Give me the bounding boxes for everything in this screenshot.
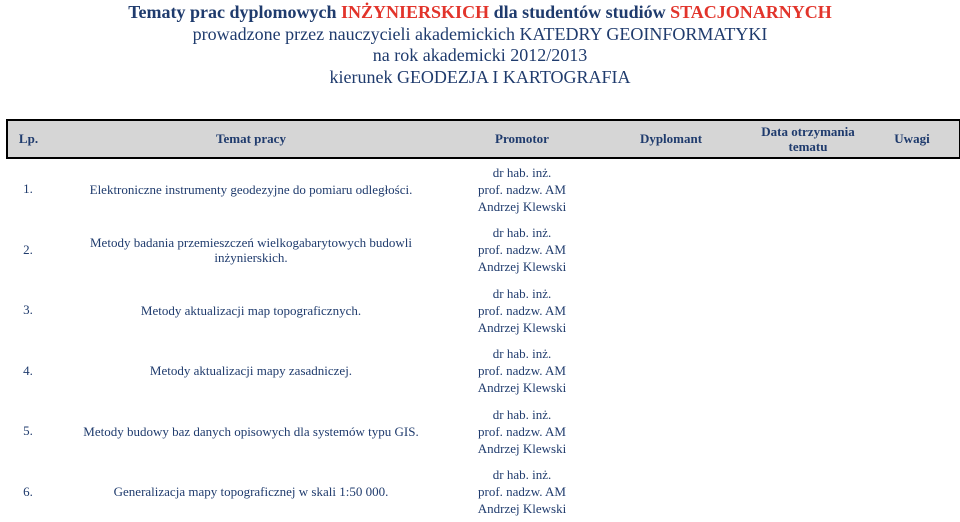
promotor-position: prof. nadzw. AM	[453, 302, 591, 319]
cell-lp: 1.	[7, 158, 49, 220]
cell-temat: Elektroniczne instrumenty geodezyjne do pomiaru odległości.	[49, 158, 453, 220]
promotor-name: Andrzej Klewski	[453, 500, 591, 517]
cell-dyplomant	[591, 401, 751, 462]
cell-dyplomant	[591, 220, 751, 281]
promotor-name: Andrzej Klewski	[453, 198, 591, 215]
cell-data	[751, 280, 865, 341]
cell-uwagi	[865, 280, 960, 341]
promotor-title: dr hab. inż.	[453, 164, 591, 181]
promotor-position: prof. nadzw. AM	[453, 181, 591, 198]
table-row	[7, 462, 960, 522]
cell-lp: 2.	[7, 220, 49, 281]
title-text-2: dla studentów studiów	[489, 2, 670, 22]
temat-text: Metody budowy baz danych opisowych dla systemów typu GIS.	[76, 424, 426, 439]
cell-lp: 6.	[7, 462, 49, 522]
promotor-title: dr hab. inż.	[453, 345, 591, 362]
topics-table	[6, 119, 960, 522]
title-highlight-mode: STACJONARNYCH	[670, 2, 832, 22]
cell-data	[751, 341, 865, 402]
cell-promotor	[453, 401, 591, 462]
cell-temat: Metody aktualizacji mapy zasadniczej.	[49, 341, 453, 402]
cell-data	[751, 401, 865, 462]
cell-dyplomant	[591, 280, 751, 341]
promotor-position: prof. nadzw. AM	[453, 423, 591, 440]
temat-text: Metody badania przemieszczeń wielkogabarytowych budowli inżynierskich.	[81, 235, 421, 265]
title-line-4: kierunek GEODEZJA I KARTOGRAFIA	[0, 67, 960, 89]
header-temat: Temat pracy	[49, 120, 453, 158]
promotor-name: Andrzej Klewski	[453, 319, 591, 336]
cell-dyplomant	[591, 158, 751, 220]
cell-uwagi	[865, 158, 960, 220]
header-dyplomant: Dyplomant	[591, 120, 751, 158]
title-line-1	[0, 2, 960, 24]
promotor-name: Andrzej Klewski	[453, 440, 591, 457]
cell-lp: 4.	[7, 341, 49, 402]
header-promotor: Promotor	[453, 120, 591, 158]
title-line-2: prowadzone przez nauczycieli akademickich KATEDRY GEOINFORMATYKI	[0, 24, 960, 46]
promotor-title: dr hab. inż.	[453, 466, 591, 483]
cell-temat: Generalizacja mapy topograficznej w skali 1:50 000.	[49, 462, 453, 522]
cell-data	[751, 158, 865, 220]
promotor-title: dr hab. inż.	[453, 406, 591, 423]
promotor-position: prof. nadzw. AM	[453, 483, 591, 500]
table-row	[7, 280, 960, 341]
cell-dyplomant	[591, 341, 751, 402]
header-data: Data otrzymania tematu	[751, 120, 865, 158]
cell-data	[751, 462, 865, 522]
document-title	[0, 2, 960, 88]
title-line-3: na rok akademicki 2012/2013	[0, 45, 960, 67]
cell-lp: 5.	[7, 401, 49, 462]
promotor-name: Andrzej Klewski	[453, 258, 591, 275]
promotor-position: prof. nadzw. AM	[453, 241, 591, 258]
table-row	[7, 401, 960, 462]
cell-uwagi	[865, 341, 960, 402]
title-highlight-type: INŻYNIERSKICH	[341, 2, 489, 22]
promotor-position: prof. nadzw. AM	[453, 362, 591, 379]
cell-temat	[49, 220, 453, 281]
table-row	[7, 220, 960, 281]
table-header-row	[7, 120, 960, 158]
cell-temat	[49, 401, 453, 462]
cell-temat: Metody aktualizacji map topograficznych.	[49, 280, 453, 341]
cell-lp: 3.	[7, 280, 49, 341]
promotor-title: dr hab. inż.	[453, 224, 591, 241]
title-text: Tematy prac dyplomowych	[128, 2, 341, 22]
cell-data	[751, 220, 865, 281]
promotor-name: Andrzej Klewski	[453, 379, 591, 396]
cell-promotor	[453, 462, 591, 522]
cell-promotor	[453, 220, 591, 281]
cell-uwagi	[865, 462, 960, 522]
cell-uwagi	[865, 401, 960, 462]
header-uwagi: Uwagi	[865, 120, 960, 158]
promotor-title: dr hab. inż.	[453, 285, 591, 302]
cell-promotor	[453, 158, 591, 220]
cell-dyplomant	[591, 462, 751, 522]
cell-promotor	[453, 341, 591, 402]
header-lp: Lp.	[7, 120, 49, 158]
table-row	[7, 341, 960, 402]
cell-uwagi	[865, 220, 960, 281]
cell-promotor	[453, 280, 591, 341]
table-row	[7, 158, 960, 220]
